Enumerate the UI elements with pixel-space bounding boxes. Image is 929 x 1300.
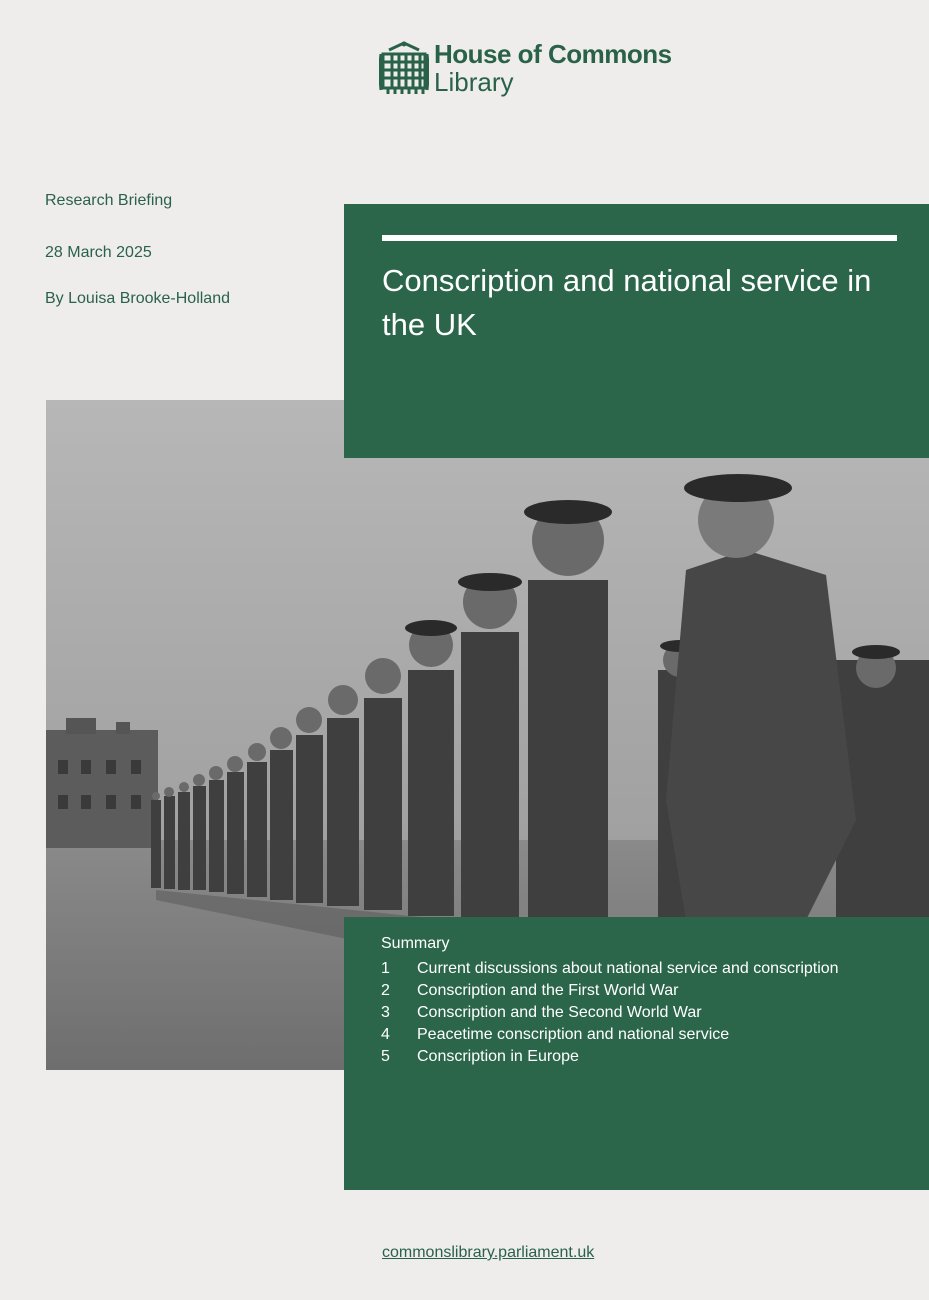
summary-item-number: 2: [381, 982, 390, 999]
summary-item-label: Current discussions about national service and conscription: [417, 960, 839, 977]
portcullis-icon: [379, 40, 429, 96]
summary-item-3[interactable]: [381, 1002, 839, 1024]
title-rule: [382, 235, 897, 241]
publication-date: 28 March 2025: [45, 244, 152, 261]
summary-item-number: 5: [381, 1048, 390, 1065]
document-title: Conscription and national service in the UK: [382, 263, 872, 342]
summary-item-number: 4: [381, 1026, 390, 1043]
summary-item-5[interactable]: [381, 1046, 839, 1068]
summary-heading: Summary: [381, 935, 450, 952]
title-panel: [344, 204, 929, 458]
website-link[interactable]: commonslibrary.parliament.uk: [382, 1244, 595, 1261]
summary-item-label: Conscription and the Second World War: [417, 1004, 702, 1021]
summary-item-number: 3: [381, 1004, 390, 1021]
summary-item-label: Conscription and the First World War: [417, 982, 679, 999]
summary-item-number: 1: [381, 960, 390, 977]
summary-list: [381, 958, 839, 1068]
logo-text: [434, 40, 672, 96]
summary-item-label: Conscription in Europe: [417, 1048, 579, 1065]
logo-subtitle: Library: [434, 67, 514, 97]
logo-title: House of Commons: [434, 39, 672, 69]
author: By Louisa Brooke-Holland: [45, 290, 230, 307]
house-of-commons-library-logo: [379, 40, 672, 96]
summary-item-4[interactable]: [381, 1024, 839, 1046]
document-type: Research Briefing: [45, 192, 173, 209]
summary-item-label: Peacetime conscription and national service: [417, 1026, 730, 1043]
summary-item-2[interactable]: [381, 980, 839, 1002]
summary-item-1[interactable]: [381, 958, 839, 980]
summary-panel: [344, 917, 929, 1190]
